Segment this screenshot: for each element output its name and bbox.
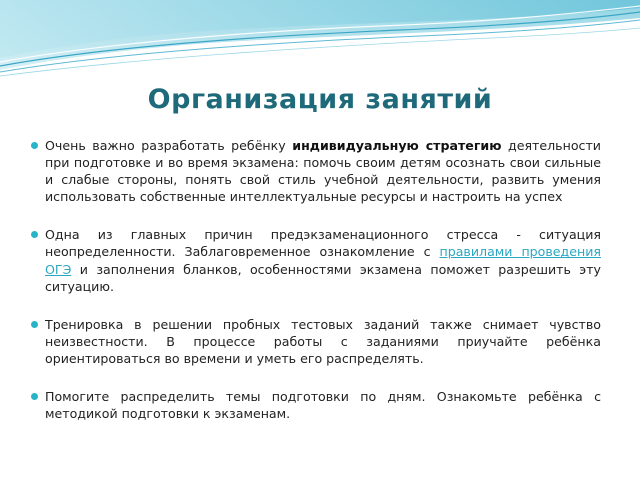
item-bold-text: индивидуальную стратегию xyxy=(292,138,502,153)
header-wave-decoration xyxy=(0,0,640,80)
item-text: Очень важно разработать ребёнку xyxy=(45,138,293,153)
bullet-icon xyxy=(31,393,38,400)
list-item xyxy=(30,226,601,294)
bullet-list xyxy=(30,137,601,422)
item-text: Помогите распределить темы подготовки по дням. Ознакомьте ребёнка с методикой подготовки к экзаменам. xyxy=(45,389,601,422)
bullet-icon xyxy=(31,142,38,149)
item-text: Тренировка в решении пробных тестовых заданий также снимает чувство неизвестности. В процессе работы с заданиями приучайте ребёнка ориентироваться во времени и уметь его распределять. xyxy=(45,316,601,366)
slide-title: Организация занятий xyxy=(147,84,493,115)
bullet-icon xyxy=(31,231,38,238)
list-item xyxy=(30,316,601,367)
item-text: и заполнения бланков, особенностями экзамена поможет разрешить эту ситуацию. xyxy=(45,261,601,294)
bullet-icon xyxy=(31,321,38,328)
oge-rules-link[interactable]: правилами проведения ОГЭ xyxy=(45,244,601,277)
item-text: деятельности при подготовке и во время экзамена: помочь своим детям осознать свои сильные и слабые стороны, понять свой стиль учебной деятельности, развить умения использовать собственные интеллектуальные ресурсы и настроить на успех xyxy=(45,138,601,205)
list-item xyxy=(30,137,601,205)
item-text: Одна из главных причин предэкзаменационного стресса - ситуация неопределенности. Заблаговременное ознакомление с xyxy=(45,227,601,260)
list-item xyxy=(30,388,601,422)
